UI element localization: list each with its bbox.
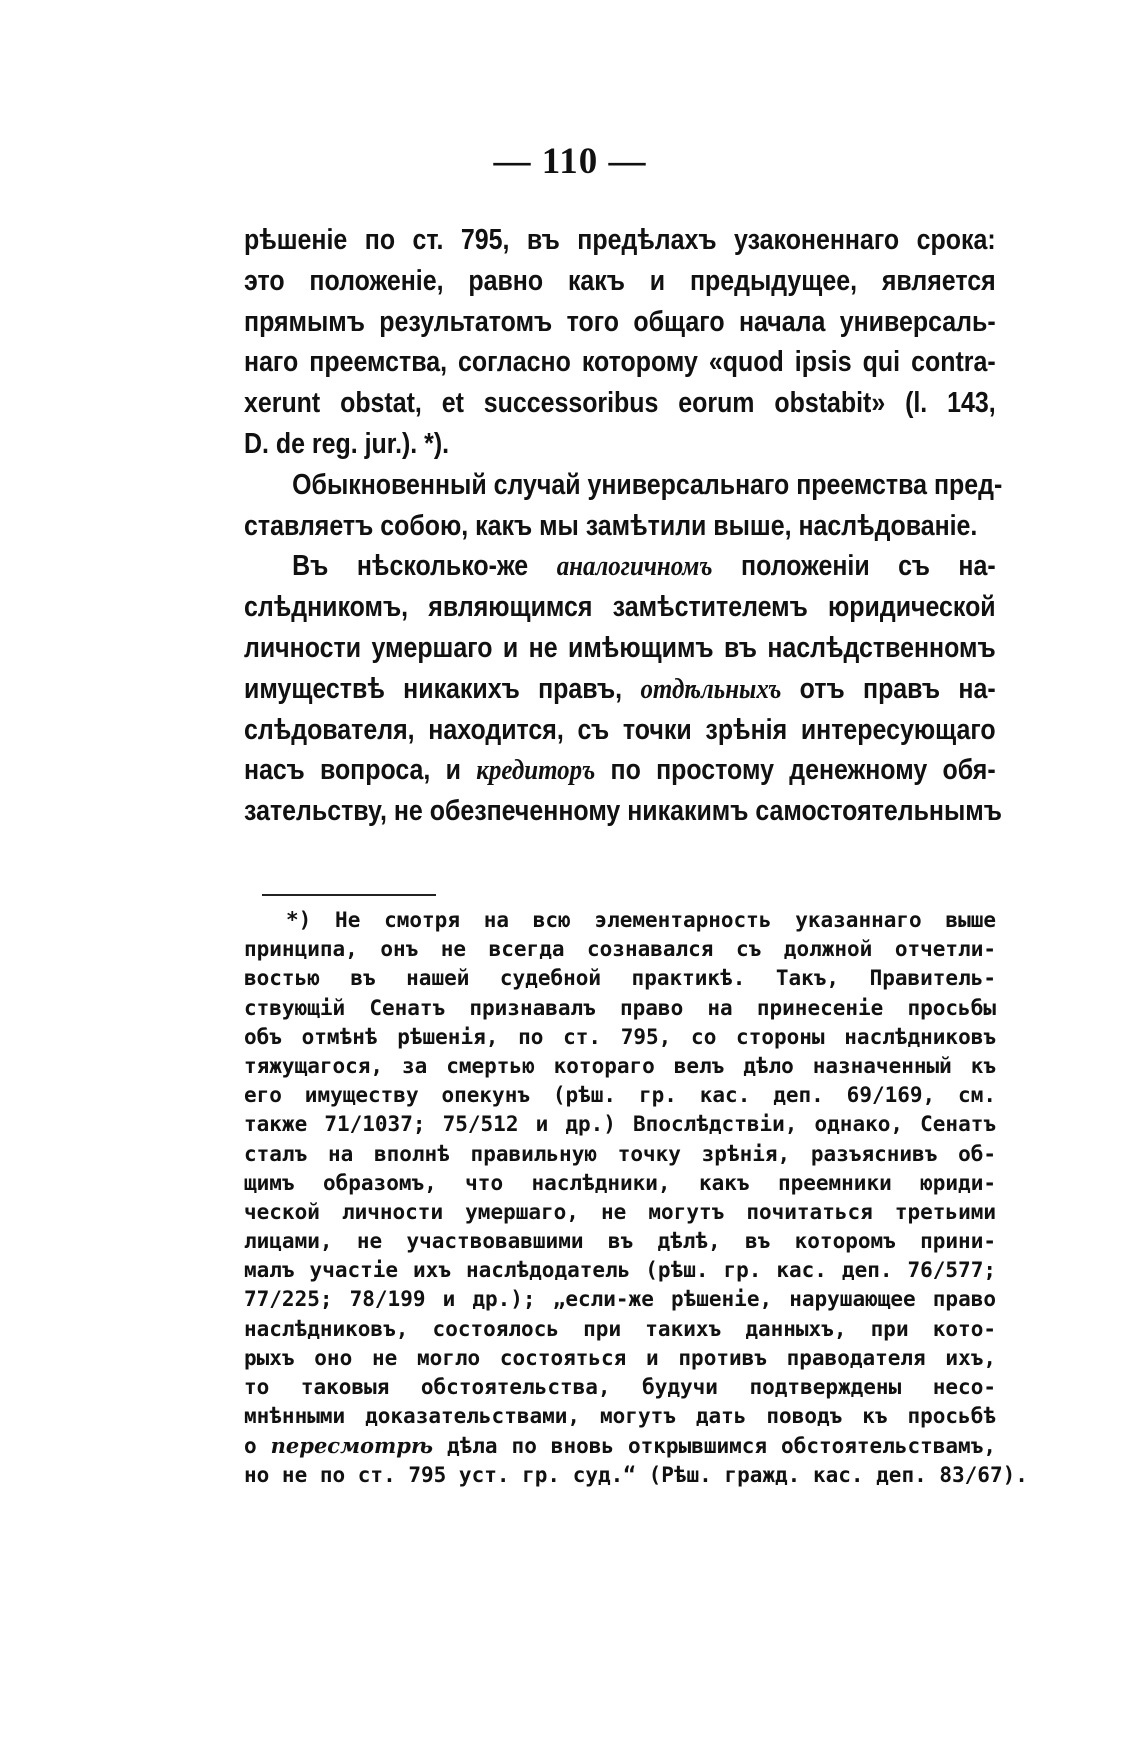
text-line: D. de reg. jur.). *). xyxy=(244,427,450,460)
footnote-line: также 71/1037; 75/512 и др.) Впослѣдствіи, однако, Сенатъ xyxy=(244,1112,996,1137)
text-run: дѣла по вновь открывшимся обстоятельствамъ, xyxy=(433,1434,996,1459)
footnote-line: сталъ на вполнѣ правильную точку зрѣнія, разъяснивъ об- xyxy=(244,1141,996,1166)
italic-term: кредиторъ xyxy=(476,754,596,787)
text-line: ставляетъ собою, какъ мы замѣтили выше, наслѣдованіе. xyxy=(244,509,978,542)
text-line: слѣдникомъ, являющимся замѣстителемъ юридической xyxy=(244,591,996,624)
page-number: — 110 — xyxy=(493,141,647,182)
footnote-line: но не по ст. 795 уст. гр. суд.“ (Рѣш. гражд. кас. деп. 83/67). xyxy=(244,1462,1028,1487)
footnote-line: *) Не смотря на всю элементарность указаннаго выше xyxy=(286,908,996,932)
footnote-line: принципа, онъ не всегда сознавался съ должной отчетли- xyxy=(244,937,996,962)
italic-term: пересмотрѣ xyxy=(270,1433,434,1459)
text-line: личности умершаго и не имѣющимъ въ наслѣдственномъ xyxy=(244,631,996,664)
text-line-with-italic xyxy=(244,750,996,791)
text-run: положеніи съ на- xyxy=(712,550,996,583)
text-line: это положеніе, равно какъ и предыдущее, является xyxy=(244,264,996,297)
text-line: Обыкновенный случай универсальнаго преемства пред- xyxy=(292,468,1003,501)
text-line-with-italic xyxy=(244,546,996,587)
text-line: xerunt obstat, et successoribus eorum obstabit» (l. 143, xyxy=(244,387,996,420)
footnote-line: мнѣнными доказательствами, могутъ дать поводъ къ просьбѣ xyxy=(244,1404,996,1429)
text-line: зательству, не обезпеченному никакимъ самостоятельнымъ xyxy=(244,795,1002,828)
text-run: по простому денежному обя- xyxy=(595,754,996,787)
footnote-line: наслѣдниковъ, состоялось при такихъ данныхъ, при кото- xyxy=(244,1316,996,1341)
text-line-with-italic xyxy=(244,669,996,710)
text-run: насъ вопроса, и xyxy=(244,754,477,787)
italic-term: аналогичномъ xyxy=(556,550,713,583)
footnote-line: объ отмѣнѣ рѣшенія, по ст. 795, со стороны наслѣдниковъ xyxy=(244,1024,996,1049)
text-run: отъ правъ на- xyxy=(781,672,996,705)
text-line: слѣдователя, находится, съ точки зрѣнія интересующаго xyxy=(244,713,996,746)
text-line: наго преемства, согласно которому «quod ipsis qui contra- xyxy=(244,346,996,379)
main-text-block xyxy=(244,220,1003,832)
footnote-line-with-italic xyxy=(244,1431,996,1460)
text-run: о xyxy=(244,1434,271,1459)
text-line: рѣшеніе по ст. 795, въ предѣлахъ узаконеннаго срока: xyxy=(244,224,996,256)
text-run: Въ нѣсколько-же xyxy=(292,550,557,583)
text-run: имуществѣ никакихъ правъ, xyxy=(244,672,641,705)
footnote-line: 77/225; 78/199 и др.); „если-же рѣшеніе, нарушающее право xyxy=(244,1287,996,1312)
footnote-line: лицами, не участвовавшими въ дѣлѣ, въ которомъ прини- xyxy=(244,1229,996,1254)
footnote-line: малъ участіе ихъ наслѣдодатель (рѣш. гр. кас. деп. 76/577; xyxy=(244,1258,996,1283)
footnote-line: щимъ образомъ, что наслѣдники, какъ преемники юриди- xyxy=(244,1170,996,1195)
footnote-line: тяжущагося, за смертью котораго велъ дѣло назначенный къ xyxy=(244,1053,996,1078)
footnote-line: его имуществу опекунъ (рѣш. гр. кас. деп. 69/169, см. xyxy=(244,1083,996,1108)
text-line: прямымъ результатомъ того общаго начала универсаль- xyxy=(244,305,996,338)
footnote-line: то таковыя обстоятельства, будучи подтверждены несо- xyxy=(244,1375,996,1399)
footnote-divider xyxy=(262,894,436,896)
footnote-block xyxy=(244,906,1028,1490)
footnote-line: ческой личности умершаго, не могутъ почитаться третьими xyxy=(244,1199,996,1224)
footnote-line: рыхъ оно не могло состояться и противъ праводателя ихъ, xyxy=(244,1345,996,1370)
italic-term: отдѣльныхъ xyxy=(640,672,782,705)
footnote-line: ствующій Сенатъ признавалъ право на принесеніе просьбы xyxy=(244,995,996,1020)
footnote-line: востью въ нашей судебной практикѣ. Такъ, Правитель- xyxy=(244,966,996,991)
